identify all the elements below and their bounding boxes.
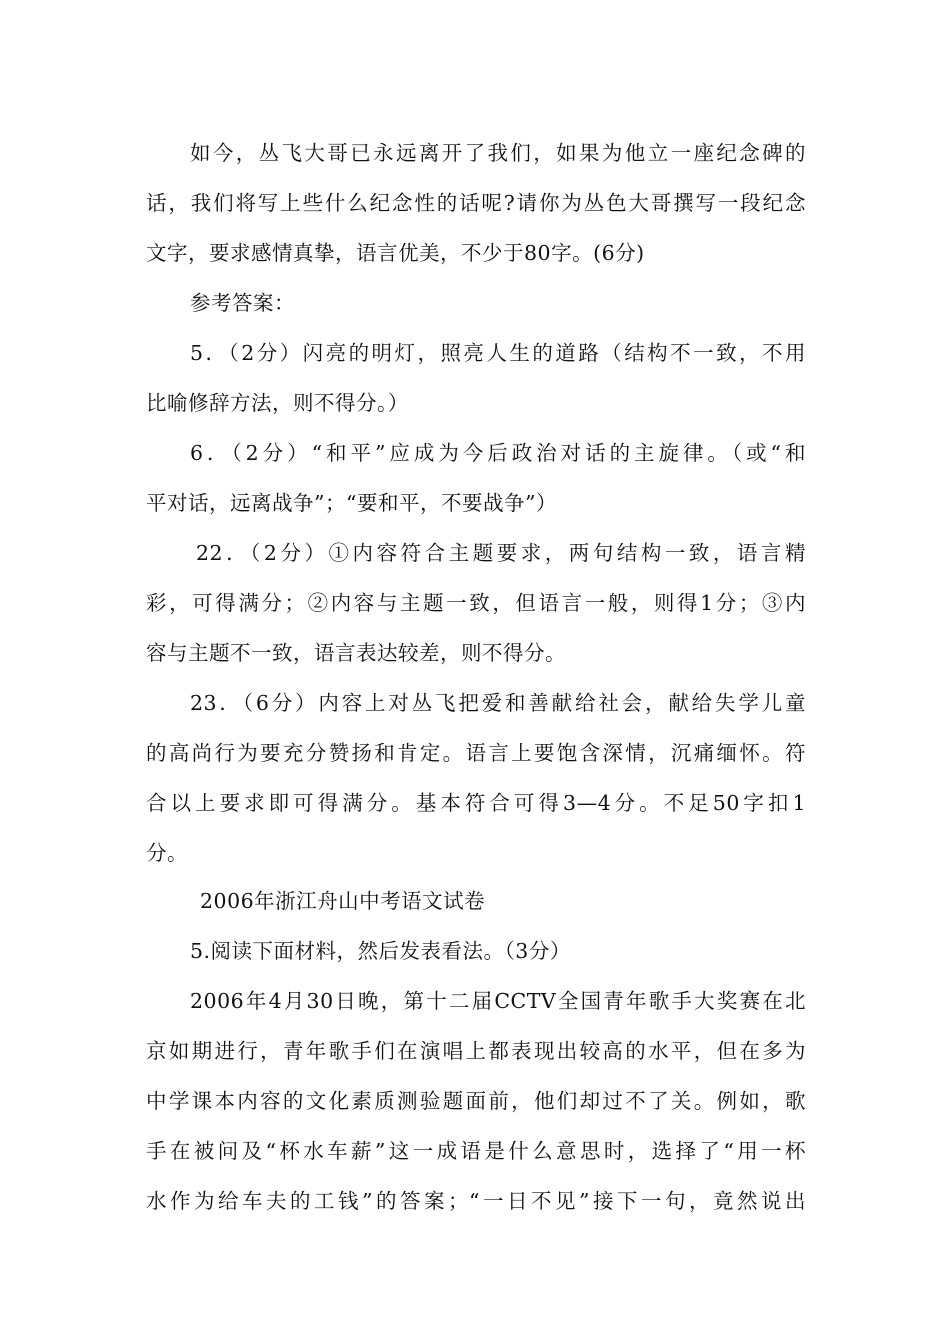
answer-23-line: 的高尚行为要充分赞扬和肯定。语言上要饱含深情，沉痛缅怀。符 — [146, 741, 806, 765]
passage-line: 2006年4月30日晚，第十二届CCTV全国青年歌手大奖赛在北 — [190, 989, 806, 1013]
paragraph-line: 如今，丛飞大哥已永远离开了我们，如果为他立一座纪念碑的 — [190, 141, 806, 165]
passage-line: 水作为给车夫的工钱”的答案；“一日不见”接下一句，竟然说出 — [146, 1189, 806, 1213]
answer-22-line: 22．（2分）①内容符合主题要求，两句结构一致，语言精 — [196, 541, 806, 565]
answer-6-line: 平对话，远离战争”；“要和平，不要战争”） — [146, 491, 557, 515]
passage-line: 京如期进行，青年歌手们在演唱上都表现出较高的水平，但在多为 — [146, 1039, 806, 1063]
answer-23-line: 合以上要求即可得满分。基本符合可得3—4分。不足50字扣1 — [146, 791, 806, 815]
paragraph-line: 文字，要求感情真挚，语言优美，不少于80字。(6分) — [146, 241, 645, 265]
answer-6-line: 6．（2分）“和平”应成为今后政治对话的主旋律。（或“和 — [190, 441, 806, 465]
passage-line: 中学课本内容的文化素质测验题面前，他们却过不了关。例如，歌 — [146, 1089, 806, 1113]
answer-22-line: 容与主题不一致，语言表达较差，则不得分。 — [146, 641, 566, 665]
answer-23-line: 23．（6分）内容上对丛飞把爱和善献给社会，献给失学儿童 — [190, 691, 806, 715]
answer-22-line: 彩，可得满分；②内容与主题一致，但语言一般，则得1分；③内 — [146, 591, 806, 615]
passage-line: 手在被问及“杯水车薪”这一成语是什么意思时，选择了“用一杯 — [146, 1139, 806, 1163]
question-5-heading: 5.阅读下面材料，然后发表看法。（3分） — [190, 939, 571, 963]
answer-23-line: 分。 — [146, 841, 188, 865]
answer-heading: 参考答案： — [190, 291, 295, 315]
paragraph-line: 话，我们将写上些什么纪念性的话呢?请你为丛色大哥撰写一段纪念 — [146, 191, 806, 215]
answer-5-line: 5．（2分）闪亮的明灯，照亮人生的道路（结构不一致，不用 — [190, 341, 806, 365]
section-title: 2006年浙江舟山中考语文试卷 — [200, 889, 486, 913]
answer-5-line: 比喻修辞方法，则不得分。） — [146, 391, 409, 415]
